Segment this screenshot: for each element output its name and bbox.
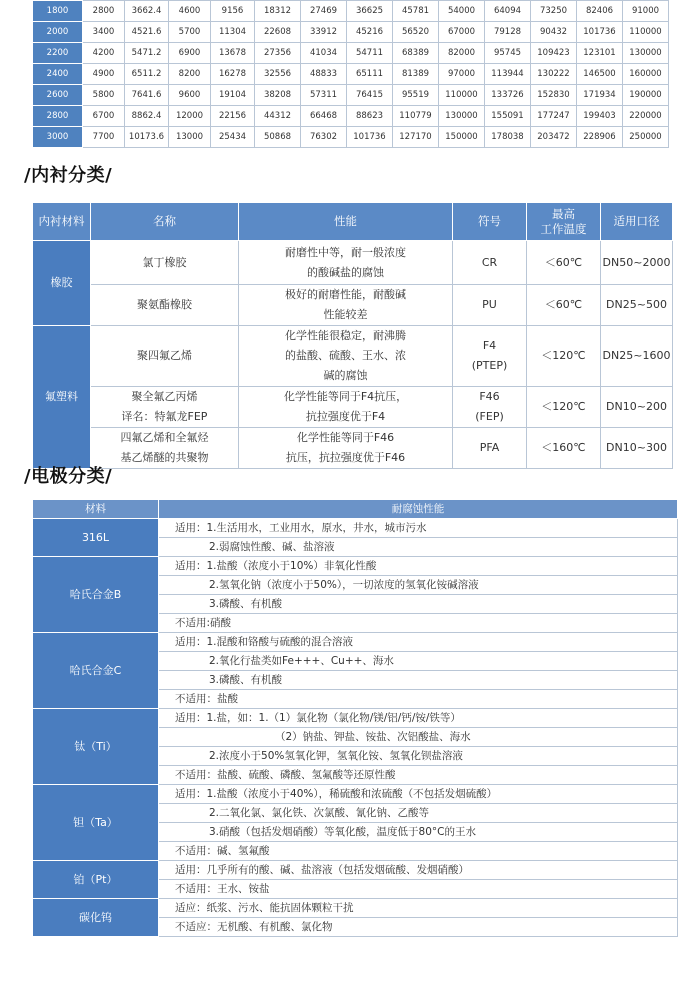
flow-row xyxy=(33,1,669,22)
flow-value-cell: 82000 xyxy=(439,43,485,64)
flow-value-cell: 178038 xyxy=(485,127,531,148)
header-max-temp xyxy=(527,203,601,241)
flow-value-cell: 4200 xyxy=(83,43,125,64)
lining-section-title: /内衬分类/ xyxy=(24,165,113,186)
flow-row xyxy=(33,22,669,43)
flow-value-cell: 25434 xyxy=(211,127,255,148)
performance-line: 不适应：无机酸、有机酸、氯化物 xyxy=(159,918,678,937)
flow-value-cell: 6900 xyxy=(169,43,211,64)
flow-value-cell: 79128 xyxy=(485,22,531,43)
flow-value-cell: 110000 xyxy=(439,85,485,106)
flow-value-cell: 3400 xyxy=(83,22,125,43)
flow-value-cell: 18312 xyxy=(255,1,301,22)
flow-value-cell: 64094 xyxy=(485,1,531,22)
lining-table xyxy=(32,202,673,469)
lining-performance: 化学性能等同于F46 抗压，抗拉强度优于F46 xyxy=(239,428,453,469)
lining-performance: 化学性能等同于F4抗压， 抗拉强度优于F4 xyxy=(239,387,453,428)
flow-value-cell: 123101 xyxy=(577,43,623,64)
flow-value-cell: 4521.6 xyxy=(125,22,169,43)
flow-value-cell: 152830 xyxy=(531,85,577,106)
flow-dn-cell: 3000 xyxy=(33,127,83,148)
flow-value-cell: 109423 xyxy=(531,43,577,64)
flow-dn-cell: 2200 xyxy=(33,43,83,64)
electrode-section-title: /电极分类/ xyxy=(24,466,113,487)
flow-value-cell: 250000 xyxy=(623,127,669,148)
lining-temp: ＜120℃ xyxy=(527,387,601,428)
performance-line: 不适用：王水、铵盐 xyxy=(159,880,678,899)
performance-line: 适用：1.盐酸（浓度小于40%），稀硫酸和浓硫酸（不包括发烟硫酸） xyxy=(159,785,678,804)
electrode-row xyxy=(33,557,678,576)
flow-dn-cell: 2000 xyxy=(33,22,83,43)
flow-value-cell: 150000 xyxy=(439,127,485,148)
material-tantalum: 钽（Ta） xyxy=(33,785,159,861)
flow-value-cell: 56520 xyxy=(393,22,439,43)
flow-value-cell: 16278 xyxy=(211,64,255,85)
lining-symbol: F46 (FEP) xyxy=(453,387,527,428)
flow-dn-cell: 1800 xyxy=(33,1,83,22)
flow-value-cell: 50868 xyxy=(255,127,301,148)
flow-value-cell: 54711 xyxy=(347,43,393,64)
flow-value-cell: 97000 xyxy=(439,64,485,85)
flow-value-cell: 41034 xyxy=(301,43,347,64)
header-temp-line2: 工作温度 xyxy=(540,221,587,236)
flow-value-cell: 3662.4 xyxy=(125,1,169,22)
flow-row xyxy=(33,43,669,64)
flow-value-cell: 5700 xyxy=(169,22,211,43)
header-name: 名称 xyxy=(91,203,239,241)
flow-value-cell: 76415 xyxy=(347,85,393,106)
flow-value-cell: 91000 xyxy=(623,1,669,22)
lining-row xyxy=(33,285,673,326)
electrode-row xyxy=(33,709,678,728)
lining-caliber: DN25~1600 xyxy=(601,326,673,387)
lining-name: 聚全氟乙丙烯 译名：特氟龙FEP xyxy=(91,387,239,428)
flow-value-cell: 10173.6 xyxy=(125,127,169,148)
material-titanium: 钛（Ti） xyxy=(33,709,159,785)
flow-value-cell: 6700 xyxy=(83,106,125,127)
flow-value-cell: 88623 xyxy=(347,106,393,127)
flow-value-cell: 6511.2 xyxy=(125,64,169,85)
material-hastelloy-b: 哈氏合金B xyxy=(33,557,159,633)
lining-symbol: CR xyxy=(453,241,527,285)
performance-line: 3.硝酸（包括发烟硝酸）等氧化酸，温度低于80°C的王水 xyxy=(159,823,678,842)
flow-value-cell: 9600 xyxy=(169,85,211,106)
flow-value-cell: 45216 xyxy=(347,22,393,43)
lining-caliber: DN25~500 xyxy=(601,285,673,326)
performance-line: 适用：几乎所有的酸、碱、盐溶液（包括发烟硫酸、发烟硝酸） xyxy=(159,861,678,880)
group-fluoroplastic: 氟塑料 xyxy=(33,326,91,469)
electrode-header-row xyxy=(33,500,678,519)
flow-value-cell: 4900 xyxy=(83,64,125,85)
lining-symbol: PFA xyxy=(453,428,527,469)
performance-line: 2.氧化行盐类如Fe+++、Cu++、海水 xyxy=(159,652,678,671)
flow-value-cell: 68389 xyxy=(393,43,439,64)
material-316l: 316L xyxy=(33,519,159,557)
flow-value-cell: 5471.2 xyxy=(125,43,169,64)
lining-name: 四氟乙烯和全氟烃 基乙烯醚的共聚物 xyxy=(91,428,239,469)
flow-row xyxy=(33,64,669,85)
flow-rate-table xyxy=(32,0,669,148)
flow-value-cell: 101736 xyxy=(577,22,623,43)
flow-value-cell: 199403 xyxy=(577,106,623,127)
lining-temp: ＜120℃ xyxy=(527,326,601,387)
performance-line: 适用：1.盐，如：1.（1）氯化物（氯化物/镁/铝/钙/铵/铁等） xyxy=(159,709,678,728)
flow-value-cell: 66468 xyxy=(301,106,347,127)
flow-value-cell: 67000 xyxy=(439,22,485,43)
flow-value-cell: 12000 xyxy=(169,106,211,127)
flow-value-cell: 13678 xyxy=(211,43,255,64)
flow-value-cell: 19104 xyxy=(211,85,255,106)
flow-value-cell: 73250 xyxy=(531,1,577,22)
header-corrosion-performance: 耐腐蚀性能 xyxy=(159,500,678,519)
lining-symbol: PU xyxy=(453,285,527,326)
flow-value-cell: 7700 xyxy=(83,127,125,148)
flow-value-cell: 130222 xyxy=(531,64,577,85)
lining-name: 聚四氟乙烯 xyxy=(91,326,239,387)
flow-value-cell: 22156 xyxy=(211,106,255,127)
flow-value-cell: 44312 xyxy=(255,106,301,127)
lining-symbol: F4 (PTEP) xyxy=(453,326,527,387)
flow-value-cell: 7641.6 xyxy=(125,85,169,106)
flow-value-cell: 133726 xyxy=(485,85,531,106)
group-rubber: 橡胶 xyxy=(33,241,91,326)
flow-value-cell: 76302 xyxy=(301,127,347,148)
flow-value-cell: 45781 xyxy=(393,1,439,22)
lining-row xyxy=(33,241,673,285)
performance-line: 2.二氧化氯、氯化铁、次氯酸、氰化钠、乙酸等 xyxy=(159,804,678,823)
performance-line: 适用：1.盐酸（浓度小于10%）非氧化性酸 xyxy=(159,557,678,576)
flow-value-cell: 11304 xyxy=(211,22,255,43)
electrode-table xyxy=(32,499,678,937)
electrode-row xyxy=(33,899,678,918)
flow-value-cell: 22608 xyxy=(255,22,301,43)
performance-line: 2.弱腐蚀性酸、碱、盐溶液 xyxy=(159,538,678,557)
flow-value-cell: 113944 xyxy=(485,64,531,85)
performance-line: 2.浓度小于50%氢氧化钾，氢氧化铵、氢氧化钡盐溶液 xyxy=(159,747,678,766)
lining-temp: ＜160℃ xyxy=(527,428,601,469)
performance-line: 适用：1.生活用水，工业用水，原水，井水，城市污水 xyxy=(159,519,678,538)
header-performance: 性能 xyxy=(239,203,453,241)
performance-line: 不适用：碱、氢氟酸 xyxy=(159,842,678,861)
flow-value-cell: 228906 xyxy=(577,127,623,148)
lining-name: 聚氨酯橡胶 xyxy=(91,285,239,326)
flow-value-cell: 171934 xyxy=(577,85,623,106)
flow-value-cell: 90432 xyxy=(531,22,577,43)
lining-caliber: DN10~300 xyxy=(601,428,673,469)
flow-value-cell: 110779 xyxy=(393,106,439,127)
flow-value-cell: 82406 xyxy=(577,1,623,22)
flow-value-cell: 38208 xyxy=(255,85,301,106)
header-material: 内衬材料 xyxy=(33,203,91,241)
header-temp-line1: 最高 xyxy=(552,206,575,221)
material-platinum: 铂（Pt） xyxy=(33,861,159,899)
lining-temp: ＜60℃ xyxy=(527,241,601,285)
performance-line: 3.磷酸、有机酸 xyxy=(159,671,678,690)
header-material: 材料 xyxy=(33,500,159,519)
flow-value-cell: 32556 xyxy=(255,64,301,85)
lining-row xyxy=(33,387,673,428)
flow-value-cell: 203472 xyxy=(531,127,577,148)
flow-row xyxy=(33,106,669,127)
material-hastelloy-c: 哈氏合金C xyxy=(33,633,159,709)
lining-caliber: DN10~200 xyxy=(601,387,673,428)
flow-row xyxy=(33,85,669,106)
flow-value-cell: 48833 xyxy=(301,64,347,85)
lining-caliber: DN50~2000 xyxy=(601,241,673,285)
flow-value-cell: 146500 xyxy=(577,64,623,85)
performance-line: 适应：纸浆、污水、能抗固体颗粒干扰 xyxy=(159,899,678,918)
flow-value-cell: 57311 xyxy=(301,85,347,106)
flow-value-cell: 27469 xyxy=(301,1,347,22)
flow-value-cell: 155091 xyxy=(485,106,531,127)
performance-line: 不适用：盐酸 xyxy=(159,690,678,709)
flow-value-cell: 101736 xyxy=(347,127,393,148)
material-tungsten-carbide: 碳化钨 xyxy=(33,899,159,937)
electrode-row xyxy=(33,633,678,652)
flow-dn-cell: 2800 xyxy=(33,106,83,127)
flow-value-cell: 95519 xyxy=(393,85,439,106)
electrode-row xyxy=(33,519,678,538)
performance-line: 不适用:硝酸 xyxy=(159,614,678,633)
flow-value-cell: 54000 xyxy=(439,1,485,22)
lining-temp: ＜60℃ xyxy=(527,285,601,326)
flow-value-cell: 130000 xyxy=(623,43,669,64)
electrode-row xyxy=(33,861,678,880)
header-symbol: 符号 xyxy=(453,203,527,241)
flow-value-cell: 81389 xyxy=(393,64,439,85)
performance-line: 不适用：盐酸、硫酸、磷酸、氢氟酸等还原性酸 xyxy=(159,766,678,785)
lining-performance: 化学性能很稳定，耐沸腾 的盐酸、硫酸、王水、浓 碱的腐蚀 xyxy=(239,326,453,387)
flow-value-cell: 5800 xyxy=(83,85,125,106)
flow-value-cell: 13000 xyxy=(169,127,211,148)
lining-row xyxy=(33,428,673,469)
flow-value-cell: 110000 xyxy=(623,22,669,43)
flow-value-cell: 130000 xyxy=(439,106,485,127)
flow-value-cell: 127170 xyxy=(393,127,439,148)
performance-line: （2）钠盐、钾盐、铵盐、次铝酸盐、海水 xyxy=(159,728,678,747)
flow-value-cell: 27356 xyxy=(255,43,301,64)
lining-header-row xyxy=(33,203,673,241)
lining-performance: 极好的耐磨性能，耐酸碱 性能较差 xyxy=(239,285,453,326)
performance-line: 3.磷酸、有机酸 xyxy=(159,595,678,614)
performance-line: 适用：1.混酸和铬酸与硫酸的混合溶液 xyxy=(159,633,678,652)
flow-value-cell: 95745 xyxy=(485,43,531,64)
flow-value-cell: 4600 xyxy=(169,1,211,22)
flow-value-cell: 9156 xyxy=(211,1,255,22)
lining-performance: 耐磨性中等，耐一般浓度 的酸碱盐的腐蚀 xyxy=(239,241,453,285)
header-caliber: 适用口径 xyxy=(601,203,673,241)
flow-dn-cell: 2600 xyxy=(33,85,83,106)
lining-name: 氯丁橡胶 xyxy=(91,241,239,285)
flow-value-cell: 220000 xyxy=(623,106,669,127)
flow-value-cell: 33912 xyxy=(301,22,347,43)
lining-row xyxy=(33,326,673,387)
flow-row xyxy=(33,127,669,148)
flow-value-cell: 160000 xyxy=(623,64,669,85)
flow-dn-cell: 2400 xyxy=(33,64,83,85)
flow-value-cell: 190000 xyxy=(623,85,669,106)
flow-value-cell: 36625 xyxy=(347,1,393,22)
electrode-row xyxy=(33,785,678,804)
flow-value-cell: 8862.4 xyxy=(125,106,169,127)
performance-line: 2.氢氧化钠（浓度小于50%），一切浓度的氢氧化铵碱溶液 xyxy=(159,576,678,595)
flow-value-cell: 65111 xyxy=(347,64,393,85)
flow-value-cell: 2800 xyxy=(83,1,125,22)
flow-value-cell: 8200 xyxy=(169,64,211,85)
flow-value-cell: 177247 xyxy=(531,106,577,127)
